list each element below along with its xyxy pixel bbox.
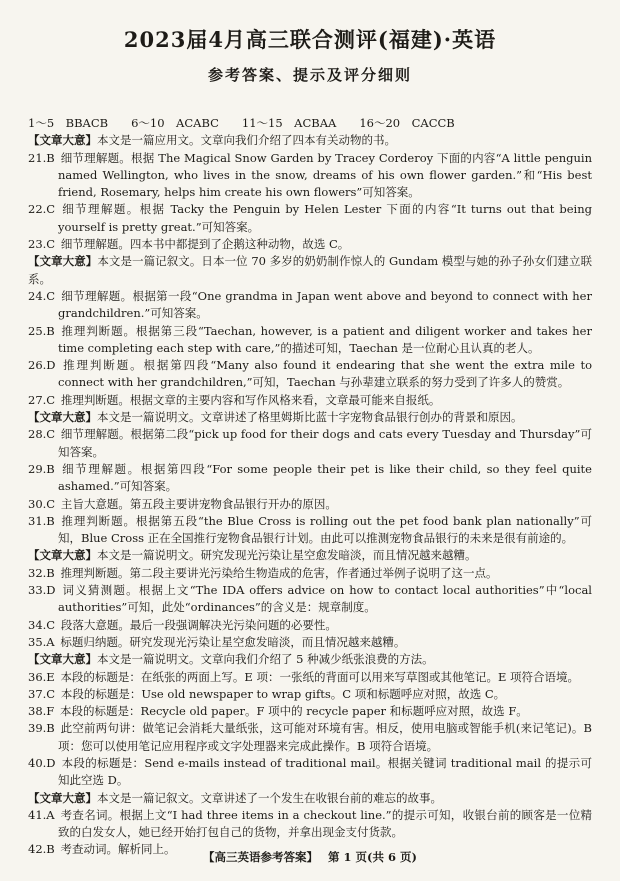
answer-item	[28, 357, 592, 392]
explanation-text: 本文是一篇记叙文。日本一位 70 多岁的奶奶制作惊人的 Gundam 模型与她的孙子孙女们建立联系。	[28, 254, 593, 286]
explanation-text: 本文是一篇说明文。文章向我们介绍了 5 种减少纸张浪费的方法。	[97, 652, 434, 667]
answer-item	[28, 703, 592, 720]
answer-explanation-list	[28, 132, 592, 858]
question-number-label: 34.C	[28, 617, 56, 632]
explanation-text: 考查名词。根据上文“I had three items in a checkout line.”的提示可知，收银台前的顾客是一位精致的白发女人，她已经开始打包自己的货物，并拿出现金支付货款。	[54, 807, 592, 840]
answer-item	[28, 755, 592, 790]
answer-item	[28, 236, 592, 253]
summary-label: 【文章大意】	[28, 790, 97, 805]
question-number-label: 38.F	[28, 704, 55, 719]
passage-summary	[28, 547, 592, 564]
passage-summary	[28, 651, 592, 668]
explanation-text: 本文是一篇应用文。文章向我们介绍了四本有关动物的书。	[97, 133, 396, 148]
question-number-label: 30.C	[28, 496, 56, 511]
explanation-text: 本段的标题是：Send e-mails instead of traditional mail。根据关键词 traditional mail 的提示可知此空选 D。	[55, 755, 592, 788]
explanation-text: 细节理解题。根据 Tacky the Penguin by Helen Lester 下面的内容“It turns out that being yourself is pretty great.”可知答案。	[55, 202, 592, 234]
answer-item	[28, 461, 592, 496]
question-number-label: 29.B	[28, 461, 55, 476]
answer-item	[28, 288, 592, 323]
explanation-text: 本文是一篇说明文。文章讲述了格里姆斯比蓝十字宠物食品银行创办的背景和原因。	[97, 410, 523, 425]
answer-item	[28, 807, 592, 842]
question-number-label: 21.B	[28, 150, 55, 165]
answer-item	[28, 426, 592, 461]
explanation-text: 本段的标题是：Use old newspaper to wrap gifts。C 项和标题呼应对照，故选 C。	[55, 686, 506, 701]
page-subtitle: 参考答案、提示及评分细则	[207, 66, 412, 84]
question-number-label: 22.C	[28, 202, 56, 217]
explanation-text: 推理判断题。根据第四段“Many also found it endearing that she went the extra mile to connect with her grandchildren,”可知，Taechan 与孙辈建立联系的努力受到了许多人的赞赏。	[55, 358, 592, 390]
summary-label: 【文章大意】	[28, 254, 98, 269]
explanation-text: 细节理解题。根据第一段“One grandma in Japan went above and beyond to connect with her grandchildren.”可知答案。	[55, 288, 592, 321]
question-number-label: 32.B	[28, 565, 55, 580]
footer-book-label: 【高三英语参考答案】	[203, 850, 319, 864]
explanation-text: 本段的标题是：Recycle old paper。F 项中的 recycle paper 和标题呼应对照，故选 F。	[54, 704, 528, 719]
passage-summary	[28, 409, 592, 426]
footer-page-number: 第 1 页(共 6 页)	[328, 850, 417, 864]
summary-label: 【文章大意】	[28, 548, 97, 563]
page-footer	[0, 849, 620, 865]
page-title: 2023届4月高三联合测评(福建)·英语	[123, 27, 497, 52]
explanation-text: 本段的标题是：在纸张的两面上写。E 项：一张纸的背面可以用来写草图或其他笔记。E 项符合语境。	[54, 669, 580, 684]
explanation-text: 词义猜测题。根据上文“The IDA offers advice on how to contact local authorities”中“local authorities”可知，此处“ordinances”的含义是：规章制度。	[55, 583, 592, 615]
answer-item	[28, 150, 592, 202]
summary-label: 【文章大意】	[28, 410, 97, 425]
explanation-text: 此空前两句讲：做笔记会消耗大量纸张，这可能对环境有害。相反，使用电脑或智能手机(来记笔记)。B项：您可以使用笔记应用程序或文字处理器来完成此操作。B 项符合语境。	[54, 721, 592, 753]
explanation-text: 推理判断题。根据第五段“the Blue Cross is rolling out the pet food bank plan nationally”可知，Blue Cross 正在全国推行宠物食品银行计划。由此可以推测宠物食品银行的未来是很有前途的。	[54, 513, 592, 546]
question-number-label: 42.B	[28, 842, 55, 857]
question-number-label: 23.C	[28, 237, 56, 252]
explanation-text: 推理判断题。根据文章的主要内容和写作风格来看，文章最可能来自报纸。	[55, 392, 441, 407]
answer-item	[28, 669, 592, 686]
answer-item	[28, 617, 592, 634]
question-number-label: 36.E	[28, 669, 55, 684]
passage-summary	[28, 790, 592, 807]
question-number-label: 27.C	[28, 392, 56, 407]
answer-item	[28, 582, 592, 617]
explanation-text: 细节理解题。根据第二段“pick up food for their dogs and cats every Tuesday and Thursday”可知答案。	[55, 427, 592, 459]
question-number-label: 28.C	[28, 427, 56, 442]
question-number-label: 26.D	[28, 358, 56, 373]
answer-key-line: 1～5 BBACB 6～10 ACABC 11～15 ACBAA 16～20 CACCB	[28, 116, 455, 130]
question-number-label: 37.C	[28, 686, 56, 701]
explanation-text: 段落大意题。最后一段强调解决光污染问题的必要性。	[55, 617, 337, 632]
question-number-label: 31.B	[28, 513, 55, 528]
question-number-label: 35.A	[28, 634, 55, 649]
explanation-text: 考查动词。解析同上。	[54, 842, 176, 857]
explanation-text: 细节理解题。四本书中都提到了企鹅这种动物，故选 C。	[55, 237, 350, 252]
explanation-text: 推理判断题。根据第三段“Taechan, however, is a patient and diligent worker and takes her time completing each step with care,”的描述可知，Taechan 是一位耐心且认真的老人。	[54, 323, 592, 355]
passage-summary	[28, 253, 592, 288]
question-number-label: 41.A	[28, 807, 55, 822]
answer-item	[28, 392, 592, 409]
explanation-text: 本文是一篇记叙文。文章讲述了一个发生在收银台前的难忘的故事。	[97, 790, 442, 805]
answer-item	[28, 565, 592, 582]
question-number-label: 25.B	[28, 323, 55, 338]
question-number-label: 40.D	[28, 755, 56, 770]
answer-item	[28, 513, 592, 548]
explanation-text: 细节理解题。根据第四段“For some people their pet is like their child, so they feel quite ashamed.”可知答案。	[54, 461, 592, 494]
explanation-text: 主旨大意题。第五段主要讲宠物食品银行开办的原因。	[55, 496, 337, 511]
explanation-text: 细节理解题。根据 The Magical Snow Garden by Tracey Corderoy 下面的内容“A little penguin named Wellington, who lives in the snow, dreams of his own flower garden.”和“His best friend, Rosemary, helps him create his own flowers”可知答案。	[54, 150, 592, 200]
explanation-text: 标题归纳题。研究发现光污染让星空愈发暗淡，而且情况越来越糟。	[54, 634, 406, 649]
question-number-label: 24.C	[28, 288, 56, 303]
answer-item	[28, 686, 592, 703]
explanation-text: 本文是一篇说明文。研究发现光污染让星空愈发暗淡，而且情况越来越糟。	[97, 548, 477, 563]
question-number-label: 33.D	[28, 583, 56, 598]
answer-item	[28, 323, 592, 358]
answer-item	[28, 634, 592, 651]
explanation-text: 推理判断题。第二段主要讲光污染给生物造成的危害，作者通过举例子说明了这一点。	[54, 565, 498, 580]
answer-item	[28, 201, 592, 236]
answer-item	[28, 720, 592, 755]
summary-label: 【文章大意】	[28, 652, 97, 667]
summary-label: 【文章大意】	[28, 133, 97, 148]
question-number-label: 39.B	[28, 721, 55, 736]
passage-summary	[28, 132, 592, 149]
answer-item	[28, 496, 592, 513]
